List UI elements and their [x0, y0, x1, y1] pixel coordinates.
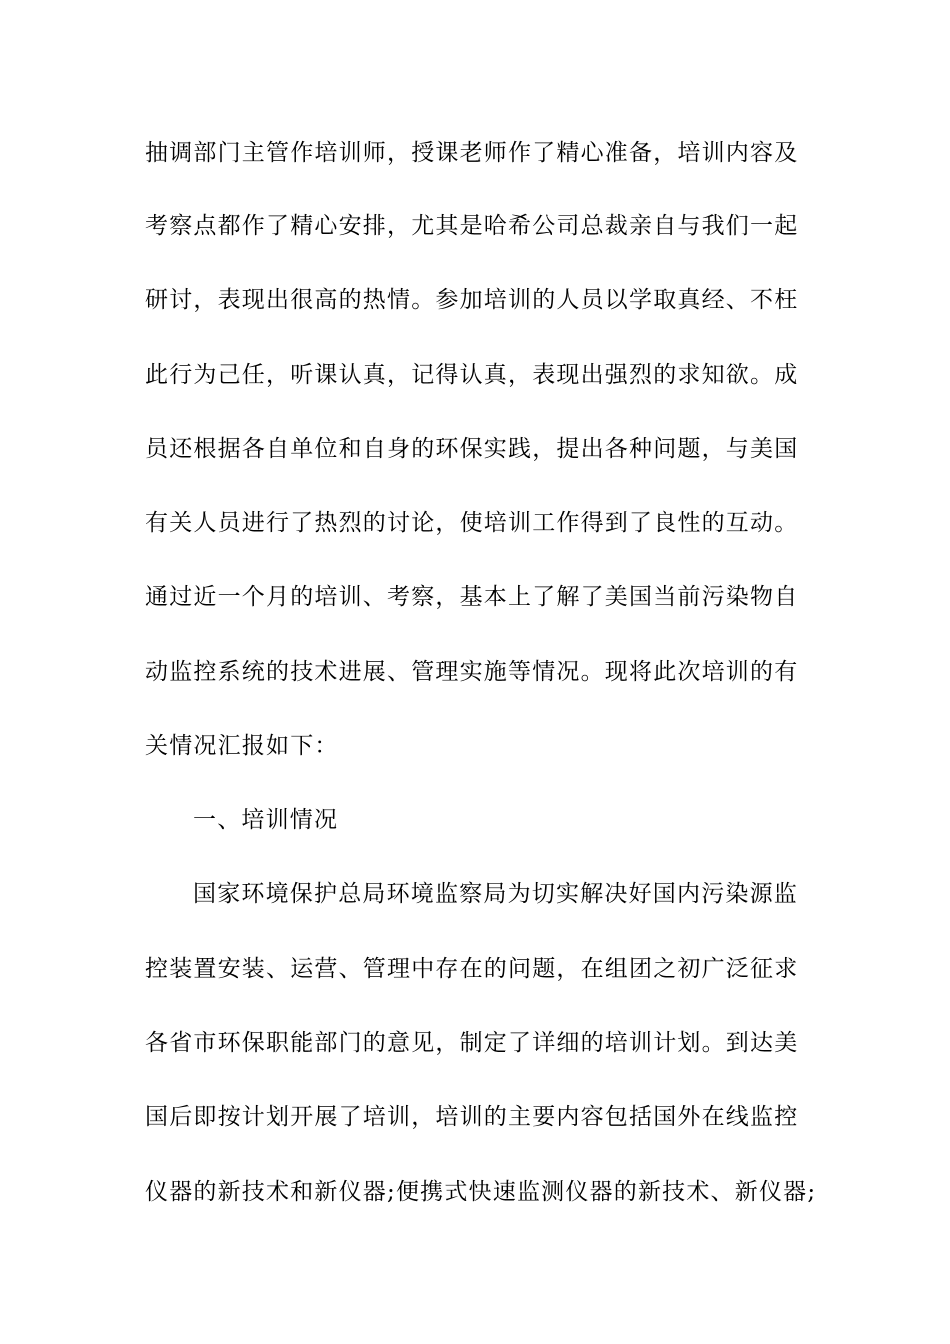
text-line: 员还根据各自单位和自身的环保实践，提出各种问题，与美国: [145, 436, 799, 462]
text-line: 通过近一个月的培训、考察，基本上了解了美国当前污染物自: [145, 584, 799, 610]
text-line: 国家环境保护总局环境监察局为切实解决好国内污染源监: [193, 881, 798, 907]
text-line: 各省市环保职能部门的意见，制定了详细的培训计划。到达美: [145, 1030, 799, 1056]
section-heading: 一、培训情况: [193, 807, 339, 833]
text-line: 研讨，表现出很高的热情。参加培训的人员以学取真经、不枉: [145, 287, 799, 313]
text-line: 有关人员进行了热烈的讨论，使培训工作得到了良性的互动。: [145, 510, 799, 536]
text-line: 抽调部门主管作培训师，授课老师作了精心准备，培训内容及: [145, 140, 799, 166]
text-line: 仪器的新技术和新仪器;便携式快速监测仪器的新技术、新仪器;: [145, 1179, 817, 1205]
text-line: 国后即按计划开展了培训，培训的主要内容包括国外在线监控: [145, 1104, 799, 1130]
text-line: 控装置安装、运营、管理中存在的问题，在组团之初广泛征求: [145, 956, 799, 982]
text-line: 考察点都作了精心安排，尤其是哈希公司总裁亲自与我们一起: [145, 213, 799, 239]
text-line: 此行为己任，听课认真，记得认真，表现出强烈的求知欲。成: [145, 362, 799, 388]
text-line: 关情况汇报如下：: [145, 733, 339, 759]
text-line: 动监控系统的技术进展、管理实施等情况。现将此次培训的有: [145, 659, 799, 685]
